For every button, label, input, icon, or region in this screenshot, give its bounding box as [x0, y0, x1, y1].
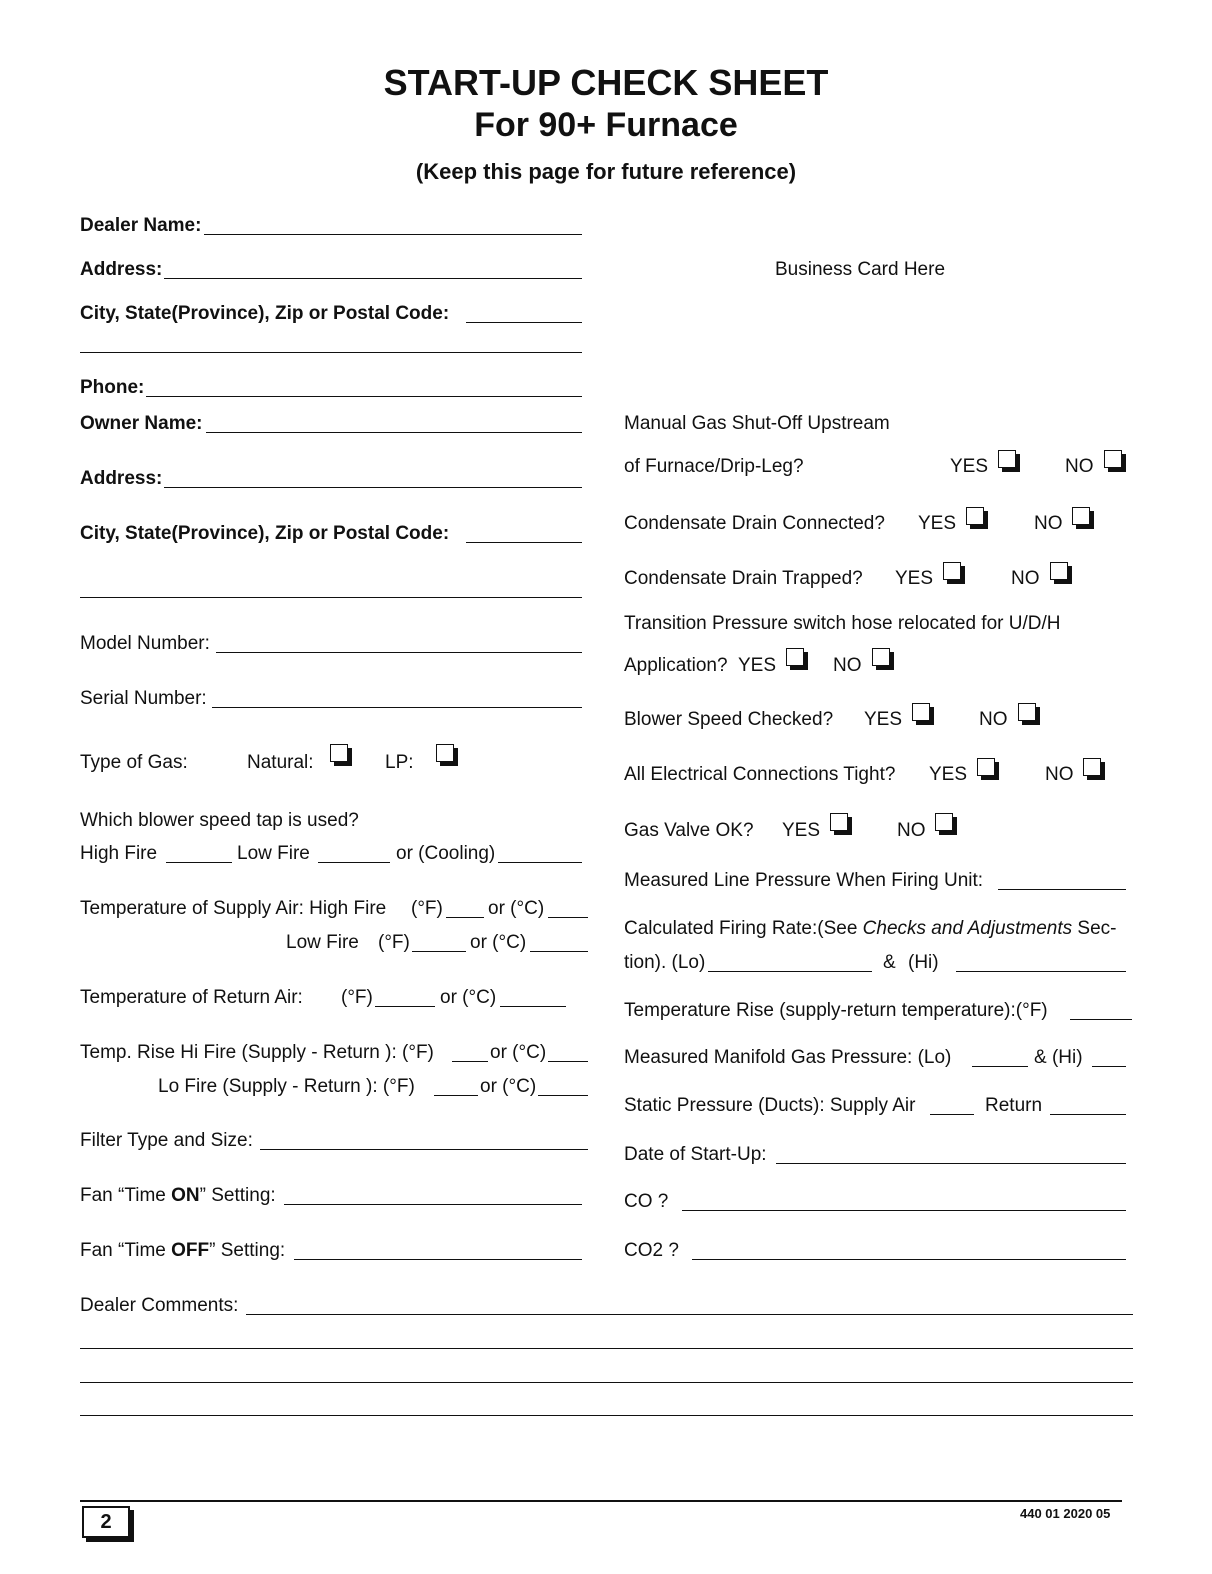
serial-number-label: Serial Number:	[80, 688, 207, 709]
drain-trapped-no-checkbox[interactable]	[1050, 562, 1068, 580]
drain-connected-no-label: NO	[1034, 513, 1063, 534]
supply-air-label: Temperature of Supply Air: High Fire	[80, 898, 387, 919]
cooling-label: or (Cooling)	[396, 843, 496, 864]
blower-checked-label: Blower Speed Checked?	[624, 709, 834, 730]
return-f-label: (°F)	[341, 987, 373, 1008]
manual-gas-label-2: of Furnace/Drip-Leg?	[624, 456, 804, 477]
firing-rate-lo-label: tion). (Lo)	[624, 952, 706, 973]
blower-checked-no-label: NO	[979, 709, 1008, 730]
start-up-date-field[interactable]	[776, 1163, 1126, 1164]
co2-label: CO2 ?	[624, 1240, 679, 1261]
co2-field[interactable]	[692, 1259, 1126, 1260]
blower-checked-yes-checkbox[interactable]	[912, 703, 930, 721]
serial-number-field[interactable]	[212, 707, 582, 708]
firing-rate-lo-field[interactable]	[708, 971, 872, 972]
temp-rise-lo-c-field[interactable]	[538, 1095, 588, 1096]
owner-city-field-2[interactable]	[80, 597, 582, 598]
page-number: 2	[82, 1506, 130, 1538]
return-c-field[interactable]	[500, 1006, 566, 1007]
co-field[interactable]	[682, 1210, 1126, 1211]
temp-rise-hi-f-field[interactable]	[452, 1061, 488, 1062]
natural-checkbox[interactable]	[330, 744, 348, 762]
supply-low-c-label: or (°C)	[470, 932, 527, 953]
model-number-label: Model Number:	[80, 633, 210, 654]
return-c-label: or (°C)	[440, 987, 497, 1008]
firing-rate-label: Calculated Firing Rate:(See Checks and Adjustments Sec-	[624, 918, 1117, 939]
drain-connected-no-checkbox[interactable]	[1072, 507, 1090, 525]
owner-name-label: Owner Name:	[80, 413, 203, 434]
static-pressure-label: Static Pressure (Ducts): Supply Air	[624, 1095, 916, 1116]
supply-low-f-label: (°F)	[378, 932, 410, 953]
static-return-label: Return	[985, 1095, 1043, 1116]
manual-gas-no-label: NO	[1065, 456, 1094, 477]
comments-line-3[interactable]	[80, 1382, 1133, 1383]
filter-label: Filter Type and Size:	[80, 1130, 253, 1151]
supply-high-c-label: or (°C)	[488, 898, 545, 919]
owner-name-field[interactable]	[206, 432, 582, 433]
temp-rise-lo-c-label: or (°C)	[480, 1076, 537, 1097]
dealer-city-field-2[interactable]	[80, 352, 582, 353]
cooling-field[interactable]	[498, 862, 582, 863]
drain-trapped-label: Condensate Drain Trapped?	[624, 568, 863, 589]
dealer-city-label: City, State(Province), Zip or Postal Code:	[80, 303, 450, 324]
temp-rise-label: Temperature Rise (supply-return temperature):(°F)	[624, 1000, 1048, 1021]
owner-city-label: City, State(Province), Zip or Postal Code:	[80, 523, 450, 544]
transition-label-2: Application?	[624, 655, 728, 676]
return-f-field[interactable]	[375, 1006, 435, 1007]
temp-rise-field[interactable]	[1070, 1019, 1132, 1020]
temp-rise-hi-label: Temp. Rise Hi Fire (Supply - Return ): (°F)	[80, 1042, 434, 1063]
transition-yes-label: YES	[738, 655, 777, 676]
filter-field[interactable]	[260, 1149, 588, 1150]
temp-rise-lo-f-field[interactable]	[434, 1095, 478, 1096]
drain-trapped-yes-checkbox[interactable]	[943, 562, 961, 580]
transition-label: Transition Pressure switch hose relocated for U/D/H	[624, 613, 1061, 634]
electrical-yes-checkbox[interactable]	[977, 758, 995, 776]
temp-rise-hi-c-field[interactable]	[548, 1061, 588, 1062]
gas-valve-yes-checkbox[interactable]	[830, 813, 848, 831]
lp-label: LP:	[385, 752, 414, 773]
temp-rise-lo-label: Lo Fire (Supply - Return ): (°F)	[158, 1076, 415, 1097]
drain-connected-yes-label: YES	[918, 513, 957, 534]
lp-checkbox[interactable]	[436, 744, 454, 762]
supply-high-f-label: (°F)	[411, 898, 443, 919]
gas-valve-no-checkbox[interactable]	[935, 813, 953, 831]
electrical-no-checkbox[interactable]	[1083, 758, 1101, 776]
manual-gas-no-checkbox[interactable]	[1104, 450, 1122, 468]
business-card-area: Business Card Here	[775, 259, 946, 280]
fan-off-field[interactable]	[294, 1259, 582, 1260]
line-pressure-field[interactable]	[998, 889, 1126, 890]
gas-valve-no-label: NO	[897, 820, 926, 841]
owner-address-field[interactable]	[164, 487, 582, 488]
comments-line-2[interactable]	[80, 1348, 1133, 1349]
static-supply-field[interactable]	[930, 1114, 974, 1115]
manual-gas-yes-label: YES	[950, 456, 989, 477]
manifold-hi-field[interactable]	[1092, 1066, 1126, 1067]
supply-low-c-field[interactable]	[530, 951, 588, 952]
drain-connected-yes-checkbox[interactable]	[966, 507, 984, 525]
supply-high-f-field[interactable]	[446, 917, 484, 918]
owner-address-label: Address:	[80, 468, 163, 489]
line-pressure-label: Measured Line Pressure When Firing Unit:	[624, 870, 984, 891]
manifold-hi-label: & (Hi)	[1034, 1047, 1083, 1068]
supply-low-label: Low Fire	[286, 932, 359, 953]
drain-connected-label: Condensate Drain Connected?	[624, 513, 885, 534]
manual-gas-yes-checkbox[interactable]	[998, 450, 1016, 468]
high-fire-field[interactable]	[166, 862, 232, 863]
fan-off-label: Fan “Time OFF” Setting:	[80, 1240, 286, 1261]
footer-rule	[80, 1500, 1122, 1502]
comments-line-1[interactable]	[246, 1314, 1133, 1315]
drain-trapped-no-label: NO	[1011, 568, 1040, 589]
natural-label: Natural:	[247, 752, 314, 773]
co-label: CO ?	[624, 1191, 669, 1212]
transition-yes-checkbox[interactable]	[786, 648, 804, 666]
start-up-date-label: Date of Start-Up:	[624, 1144, 767, 1165]
blower-checked-yes-label: YES	[864, 709, 903, 730]
owner-city-field[interactable]	[466, 542, 582, 543]
low-fire-field[interactable]	[318, 862, 390, 863]
firing-rate-hi-field[interactable]	[956, 971, 1126, 972]
fan-on-field[interactable]	[284, 1204, 582, 1205]
blower-checked-no-checkbox[interactable]	[1018, 703, 1036, 721]
page-note: (Keep this page for future reference)	[415, 159, 797, 184]
electrical-yes-label: YES	[929, 764, 968, 785]
return-air-label: Temperature of Return Air:	[80, 987, 303, 1008]
low-fire-label: Low Fire	[237, 843, 310, 864]
static-return-field[interactable]	[1050, 1114, 1126, 1115]
document-number: 440 01 2020 05	[1020, 1506, 1111, 1521]
dealer-address-label: Address:	[80, 259, 163, 280]
gas-valve-label: Gas Valve OK?	[624, 820, 754, 841]
manual-gas-label: Manual Gas Shut-Off Upstream	[624, 413, 890, 434]
dealer-name-field[interactable]	[204, 234, 582, 235]
gas-type-label: Type of Gas:	[80, 752, 188, 773]
model-number-field[interactable]	[216, 652, 582, 653]
gas-valve-yes-label: YES	[782, 820, 821, 841]
comments-line-4[interactable]	[80, 1415, 1133, 1416]
supply-high-c-field[interactable]	[548, 917, 588, 918]
phone-field[interactable]	[146, 396, 582, 397]
dealer-name-label: Dealer Name:	[80, 215, 202, 236]
manifold-pressure-label: Measured Manifold Gas Pressure: (Lo)	[624, 1047, 952, 1068]
transition-no-checkbox[interactable]	[872, 648, 890, 666]
electrical-no-label: NO	[1045, 764, 1074, 785]
firing-rate-amp: &	[883, 952, 896, 973]
high-fire-label: High Fire	[80, 843, 158, 864]
drain-trapped-yes-label: YES	[895, 568, 934, 589]
manifold-lo-field[interactable]	[972, 1066, 1028, 1067]
page-title: START-UP CHECK SHEET	[383, 62, 829, 103]
temp-rise-hi-c-label: or (°C)	[490, 1042, 547, 1063]
dealer-address-field[interactable]	[164, 278, 582, 279]
page-subtitle: For 90+ Furnace	[474, 106, 738, 144]
transition-no-label: NO	[833, 655, 862, 676]
fan-on-label: Fan “Time ON” Setting:	[80, 1185, 276, 1206]
supply-low-f-field[interactable]	[412, 951, 466, 952]
blower-tap-question: Which blower speed tap is used?	[80, 810, 359, 831]
dealer-city-field[interactable]	[466, 322, 582, 323]
dealer-comments-label: Dealer Comments:	[80, 1295, 239, 1316]
electrical-label: All Electrical Connections Tight?	[624, 764, 896, 785]
firing-rate-hi-label: (Hi)	[908, 952, 939, 973]
phone-label: Phone:	[80, 377, 145, 398]
